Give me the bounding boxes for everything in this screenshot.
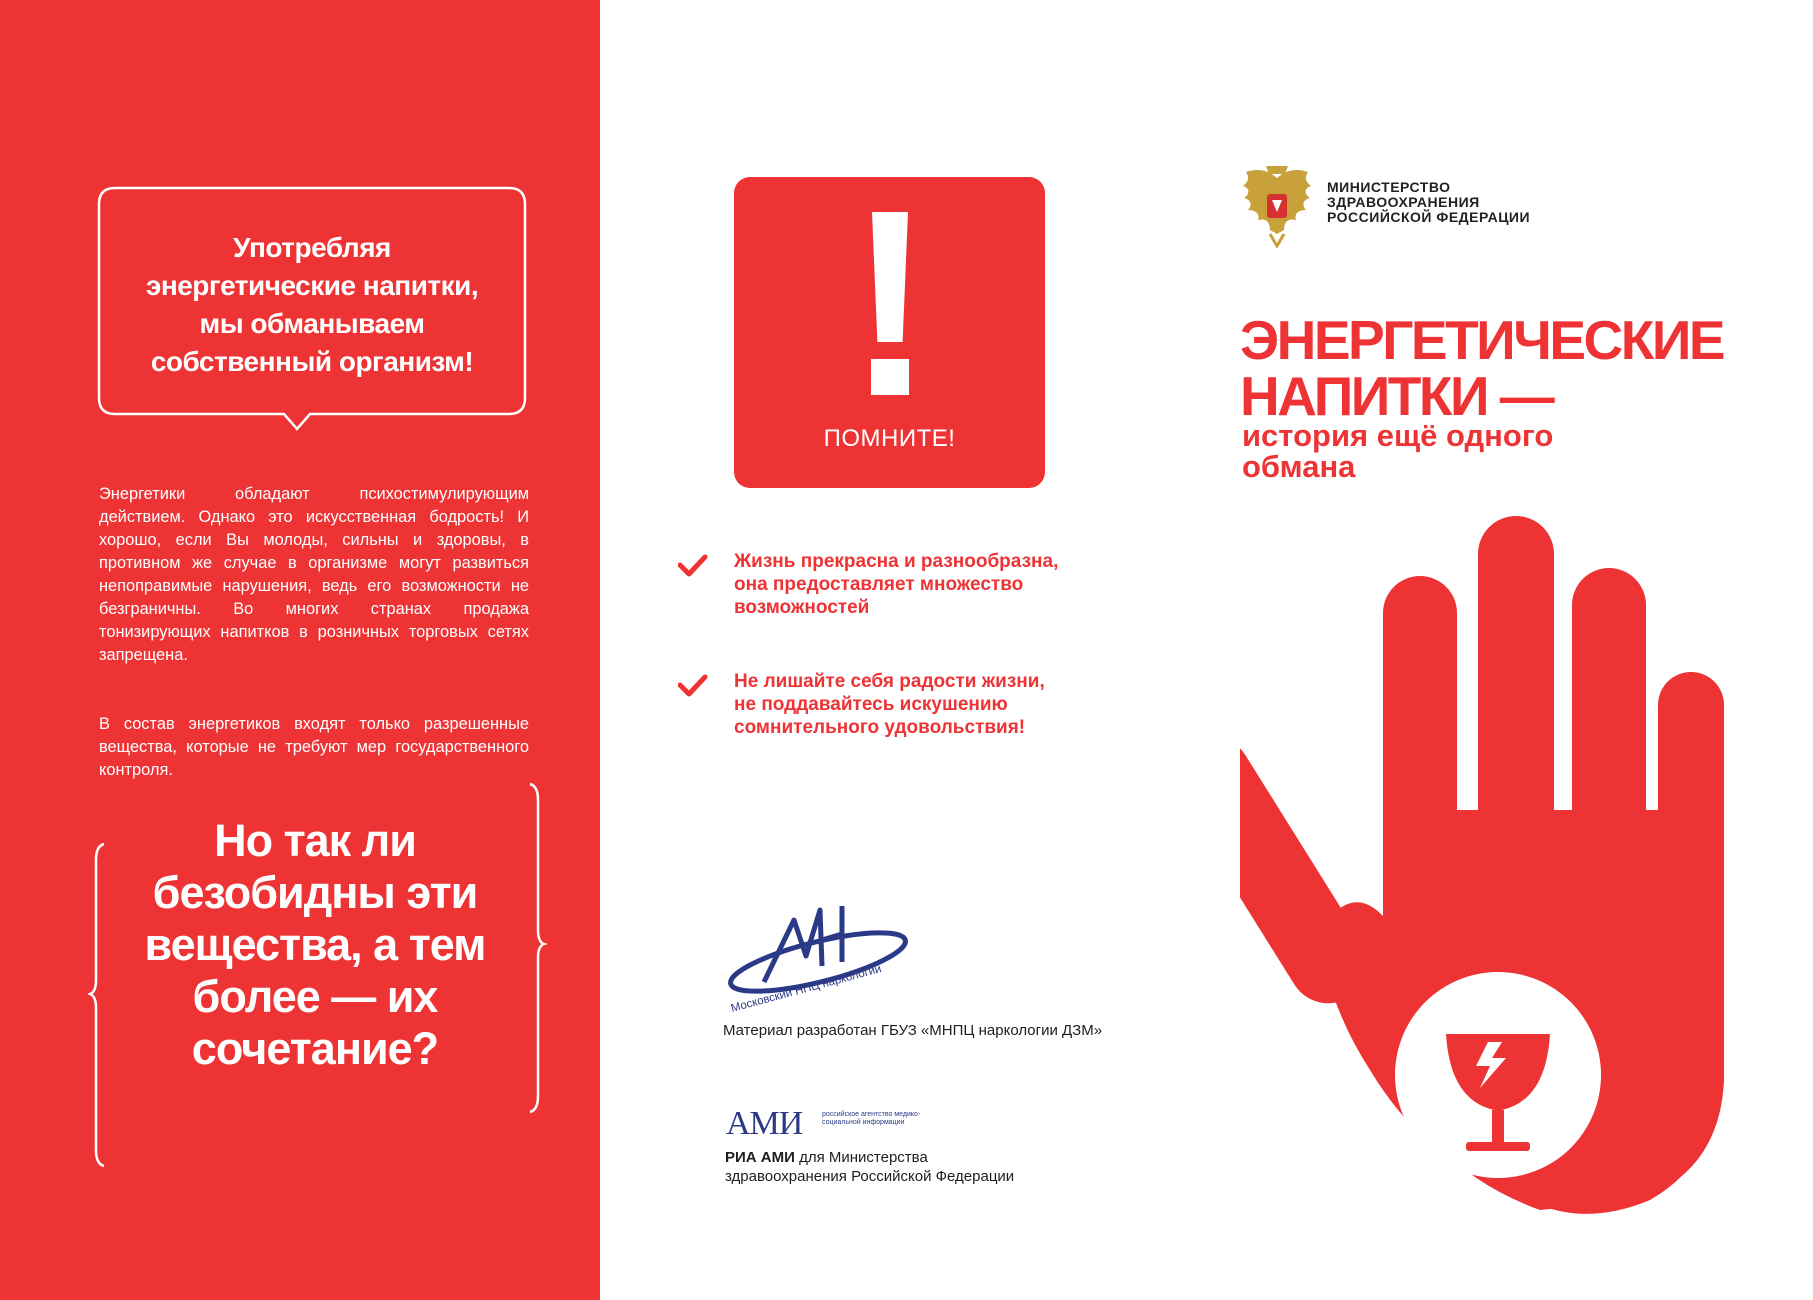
- ria-line-2: здравоохранения Российской Федерации: [725, 1168, 1015, 1185]
- right-brace: [530, 784, 544, 1112]
- subtitle-line: обмана: [1242, 449, 1356, 484]
- speech-bubble: [97, 186, 527, 431]
- check-text: [734, 670, 1134, 739]
- question-line: сочетание?: [191, 1023, 439, 1074]
- question-line: вещества, а тем: [144, 919, 486, 970]
- check-line: возможностей: [734, 597, 870, 618]
- bubble-line: Употребляя: [233, 232, 391, 263]
- ria-caption: [725, 1148, 1014, 1186]
- ami-letters: АМИ: [726, 1105, 803, 1142]
- mnpc-logo-text: Московский НПЦ наркологии: [729, 963, 883, 1015]
- bubble-text: [97, 229, 527, 381]
- checkmark-icon: [678, 554, 708, 578]
- ria-bold: РИА АМИ: [725, 1149, 795, 1166]
- stop-hand-icon: [1240, 510, 1740, 1220]
- exclamation-dot-icon: [871, 359, 909, 395]
- mnpc-logo: [720, 900, 920, 1015]
- checkmark-icon: [678, 674, 708, 698]
- check-text: [734, 550, 1134, 619]
- check-line: сомнительного удовольствия!: [734, 717, 1026, 738]
- coat-of-arms-icon: [1240, 160, 1315, 248]
- title-line: ЭНЕРГЕТИЧЕСКИЕ: [1240, 309, 1724, 371]
- left-panel: [0, 0, 600, 1300]
- question-line: безобидны эти: [152, 867, 478, 918]
- exclamation-icon: [872, 212, 908, 342]
- info-paragraph-2: В состав энергетиков входят только разрешенные вещества, которые не требуют мер государственного контроля.: [99, 715, 529, 779]
- title-line: НАПИТКИ —: [1240, 365, 1553, 427]
- main-title: [1240, 309, 1724, 427]
- question-text: [100, 815, 530, 1075]
- check-line: Не лишайте себя радости жизни,: [734, 671, 1045, 692]
- bubble-line: энергетические напитки,: [145, 270, 479, 301]
- question-line: более — их: [192, 971, 438, 1022]
- mnpc-caption: Материал разработан ГБУЗ «МНПЦ наркологии ДЗМ»: [723, 1022, 1103, 1039]
- ministry-line: ЗДРАВООХРАНЕНИЯ: [1327, 194, 1480, 210]
- subtitle: [1242, 420, 1553, 482]
- remember-box: [734, 177, 1045, 488]
- question-line: Но так ли: [214, 815, 416, 866]
- check-line: не поддавайтесь искушению: [734, 694, 1008, 715]
- bubble-line: собственный организм!: [150, 346, 474, 377]
- ami-small-text: российское агентство медико-социальной информации: [822, 1111, 921, 1126]
- ministry-name: [1327, 180, 1530, 225]
- ministry-line: РОССИЙСКОЙ ФЕДЕРАЦИИ: [1327, 209, 1531, 225]
- ria-rest: для Министерства: [794, 1149, 928, 1166]
- remember-label: ПОМНИТЕ!: [823, 425, 956, 452]
- bubble-line: мы обманываем: [199, 308, 425, 339]
- check-line: она предоставляет множество: [734, 574, 1024, 595]
- check-line: Жизнь прекрасна и разнообразна,: [734, 551, 1059, 572]
- ministry-line: МИНИСТЕРСТВО: [1327, 179, 1451, 195]
- info-paragraph-1: Энергетики обладают психостимулирующим действием. Однако это искусственная бодрость! И хорошо, если Вы молоды, сильны и здоровы, в противном же случае в организме могут развиться непоправимые нарушения, ведь его возможности не безграничны. Во многих странах продажа тонизирующих напитков в розничных торговых сетях запрещена.: [99, 485, 529, 664]
- subtitle-line: история ещё одного: [1242, 418, 1554, 453]
